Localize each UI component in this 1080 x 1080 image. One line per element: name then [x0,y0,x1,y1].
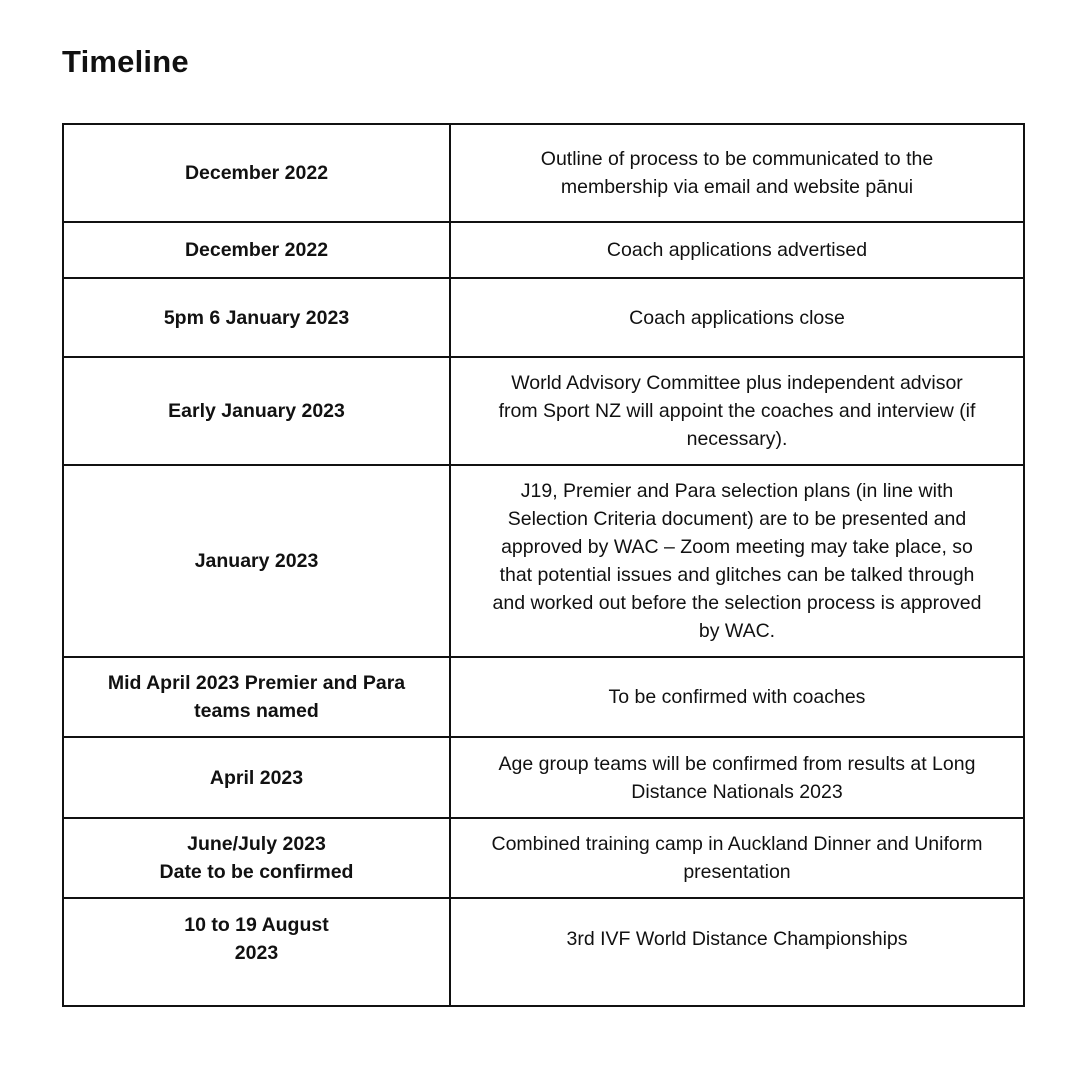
timeline-date-line: Mid April 2023 Premier and Para [107,672,406,694]
timeline-date-line: 2023 [234,942,279,964]
timeline-row [63,898,1024,1006]
timeline-description-line: Outline of process to be communicated to the [540,148,934,170]
timeline-date-cell [63,357,450,465]
timeline-description-line: 3rd IVF World Distance Championships [566,928,908,950]
timeline-description-line: necessary). [686,428,788,450]
timeline-table [62,123,1025,1007]
timeline-description-line: and worked out before the selection process is approved [492,592,982,614]
timeline-description-line: from Sport NZ will appoint the coaches and interview (if [498,400,976,422]
timeline-description-line: World Advisory Committee plus independent advisor [511,372,963,394]
timeline-description-line: Distance Nationals 2023 [631,780,843,803]
timeline-date-cell [63,737,450,818]
timeline-description-cell [450,737,1024,818]
timeline-row [63,818,1024,898]
timeline-date-cell [63,222,450,278]
timeline-description-cell [450,898,1024,1006]
timeline-description-line: Coach applications close [629,306,845,329]
page-title: Timeline [62,44,189,79]
timeline-description-line: presentation [683,861,791,883]
timeline-row [63,465,1024,657]
timeline-date-line: Early January 2023 [168,400,345,422]
timeline-date-line: teams named [194,700,319,722]
timeline-date-line: December 2022 [184,239,329,261]
timeline-date-line: 5pm 6 January 2023 [163,306,350,329]
timeline-description-line: by WAC. [698,620,776,642]
timeline-description-line: Combined training camp in Auckland Dinner and Uniform [491,833,983,855]
timeline-row [63,357,1024,465]
timeline-description-cell [450,278,1024,357]
timeline-date-line: 10 to 19 August [184,914,329,936]
timeline-description-line: Age group teams will be confirmed from results at Long [498,752,976,775]
timeline-row [63,278,1024,357]
timeline-description-line: that potential issues and glitches can be talked through [499,564,975,586]
timeline-date-line: June/July 2023 [187,833,326,855]
timeline-date-cell [63,657,450,737]
timeline-description-cell [450,657,1024,737]
timeline-description-line: J19, Premier and Para selection plans (in line with [520,480,954,502]
timeline-date-cell [63,278,450,357]
timeline-description-line: Coach applications advertised [606,239,868,261]
timeline-description-cell [450,818,1024,898]
timeline-description-cell [450,222,1024,278]
timeline-date-line: January 2023 [194,550,319,572]
timeline-description-cell [450,124,1024,222]
timeline-description-line: Selection Criteria document) are to be presented and [507,508,967,530]
timeline-row [63,124,1024,222]
timeline-row [63,737,1024,818]
timeline-date-cell [63,818,450,898]
timeline-row [63,657,1024,737]
timeline-row [63,222,1024,278]
timeline-description-line: membership via email and website pānui [560,176,914,198]
timeline-date-line: Date to be confirmed [159,861,354,883]
timeline-date-cell [63,124,450,222]
timeline-date-cell [63,898,450,1006]
timeline-description-line: To be confirmed with coaches [608,686,866,708]
timeline-date-line: December 2022 [184,162,329,184]
timeline-description-line: approved by WAC – Zoom meeting may take place, so [501,536,973,558]
timeline-date-cell [63,465,450,657]
timeline-date-line: April 2023 [209,766,304,789]
timeline-description-cell [450,465,1024,657]
timeline-description-cell [450,357,1024,465]
